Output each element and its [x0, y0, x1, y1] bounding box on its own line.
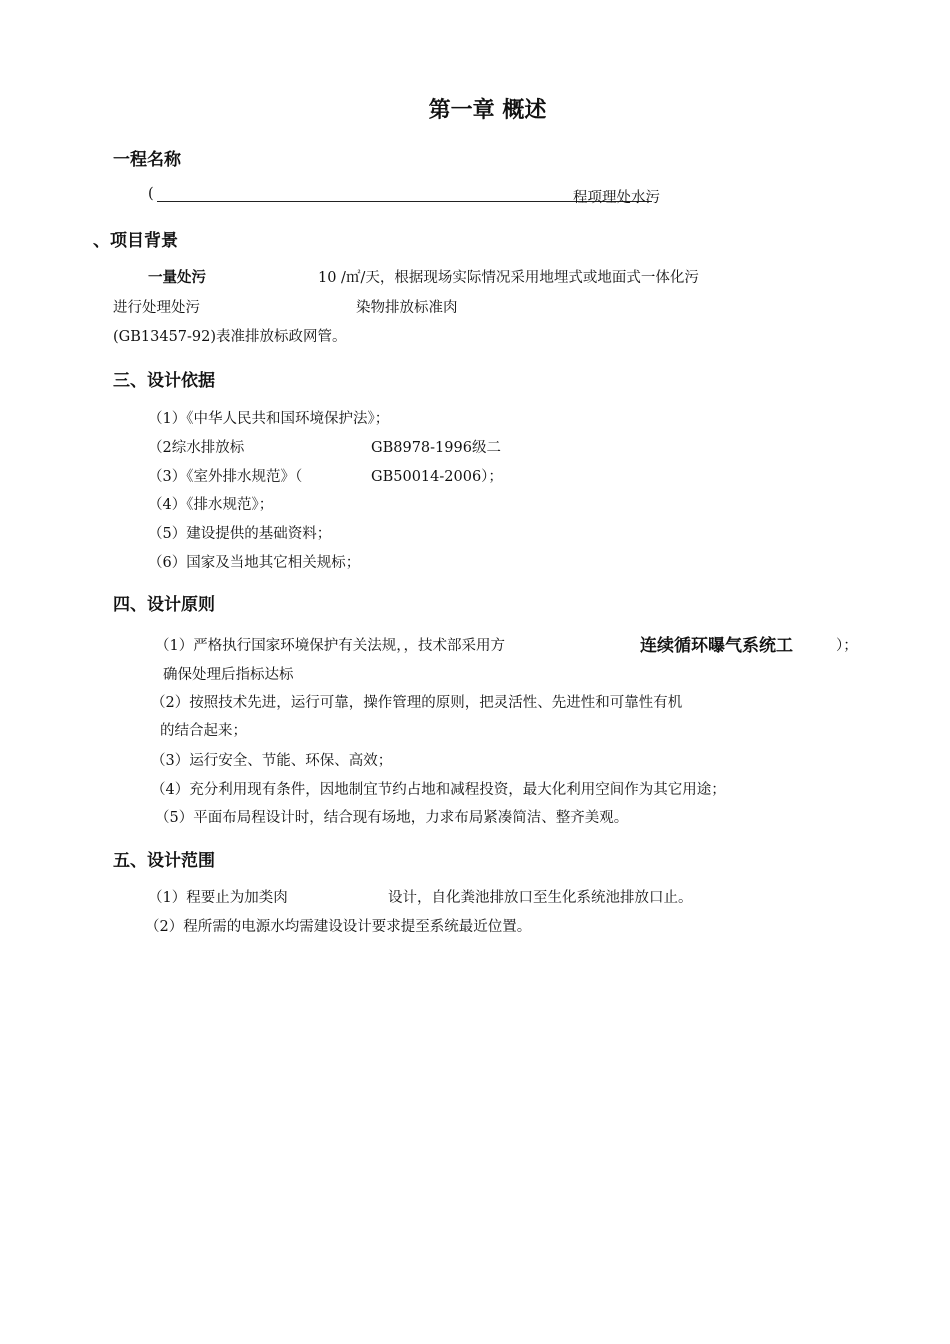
background-line2-start: 进行处理处污	[113, 300, 200, 316]
background-line3: (GB13457-92)表准排放标政网管。	[113, 329, 347, 345]
principle-1-text: （1）严格执行国家环境保护有关法规，，技术部采用方	[155, 638, 505, 654]
basis-item-6: （6）国家及当地其它相关规标；	[148, 555, 361, 571]
background-line1-start: 一量处污	[148, 270, 206, 286]
background-line2-rest: 染物排放标准肉	[356, 300, 458, 316]
principle-3: （3）运行安全、节能、环保、高效；	[151, 753, 393, 769]
principle-1-cont: 确保处理后指标达标	[163, 667, 294, 683]
project-name-text: 程项理处水污	[573, 190, 660, 206]
background-line1-rest: 10 /㎡/天，根据现场实际情况采用地埋式或地面式一体化污	[318, 270, 699, 286]
principle-1-process: 连续循环曝气系统工	[640, 636, 793, 656]
principle-2-text: （2）按照技术先进，运行可靠，操作管理的原则，把灵活性、先进性和可靠性有机	[151, 695, 683, 711]
scope-item-1: （1）程要止为加类肉	[148, 890, 288, 906]
section-heading-background: 、项目背景	[93, 231, 178, 251]
principle-5: （5）平面布局程设计时，结合现有场地，力求布局紧凑简洁、整齐美观。	[155, 810, 629, 826]
section-heading-design-principles: 四、设计原则	[113, 595, 215, 615]
basis-item-5: （5）建设提供的基础资料；	[148, 526, 332, 542]
basis-item-2-code: GB8978-1996级二	[371, 440, 501, 456]
section-heading-design-basis: 三、设计依据	[113, 371, 215, 391]
basis-item-4: （4）《排水规范》；	[148, 497, 274, 513]
basis-item-3-code: GB50014-2006）；	[371, 469, 503, 485]
scope-item-1-rest: 设计，自化粪池排放口至生化系统池排放口止。	[388, 890, 693, 906]
principle-4: （4）充分利用现有条件，因地制宜节约占地和减程投资，最大化利用空间作为其它用途；	[151, 782, 726, 798]
principle-2-cont: 的结合起来；	[160, 723, 247, 739]
open-paren: (	[148, 186, 154, 202]
chapter-title: 第一章 概述	[428, 98, 547, 123]
basis-item-3: （3）《室外排水规范》（	[148, 469, 303, 485]
scope-item-2: （2）程所需的电源水均需建设设计要求提至系统最近位置。	[145, 919, 532, 935]
section-heading-project-name: 一程名称	[113, 150, 181, 170]
section-heading-design-scope: 五、设计范围	[113, 851, 215, 871]
principle-1-close: ）；	[836, 638, 858, 654]
basis-item-1: （1）《中华人民共和国环境保护法》；	[148, 411, 390, 427]
basis-item-2: （2综水排放标	[148, 440, 245, 456]
